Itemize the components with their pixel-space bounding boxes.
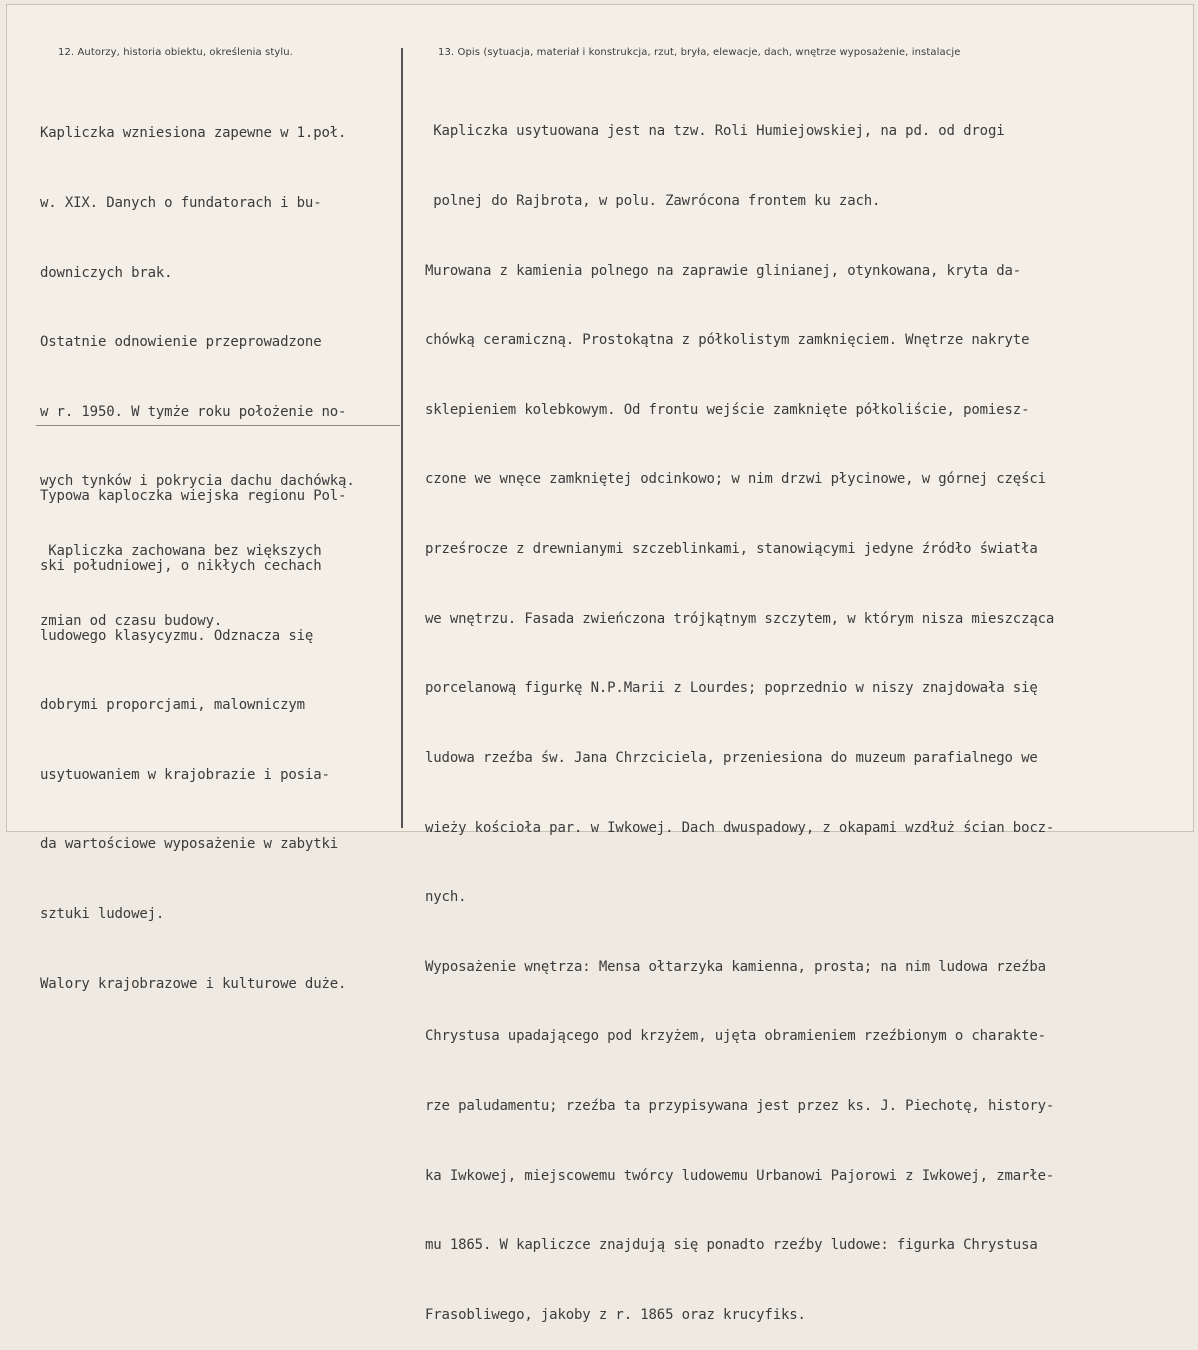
- text-line: ka Iwkowej, miejscowemu twórcy ludowemu Urbanowi Pajorowi z Iwkowej, zmarłe-: [425, 1167, 1055, 1184]
- text-line: ludowa rzeźba św. Jana Chrzciciela, przeniesiona do muzeum parafialnego we: [425, 749, 1038, 766]
- text-line: ski południowej, o nikłych cechach: [40, 558, 322, 575]
- text-line: zmian od czasu budowy.: [40, 612, 223, 629]
- evaluation-text: [40, 439, 346, 1019]
- text-line: dobrymi proporcjami, malowniczym: [40, 697, 305, 714]
- text-line: ludowego klasycyzmu. Odznacza się: [40, 627, 314, 644]
- text-line: usytuowaniem w krajobrazie i posia-: [40, 766, 330, 783]
- section-13-text: [425, 74, 1054, 1350]
- text-line: w. XIX. Danych o fundatorach i bu-: [40, 195, 322, 212]
- text-line: chówką ceramiczną. Prostokątna z półkolistym zamknięciem. Wnętrze nakryte: [425, 332, 1030, 349]
- column-divider: [401, 48, 403, 828]
- text-line: sklepieniem kolebkowym. Od frontu wejście zamknięte półkoliście, pomiesz-: [425, 401, 1030, 418]
- text-line: Kapliczka usytuowana jest na tzw. Roli Humiejowskiej, na pd. od drogi: [425, 123, 1005, 140]
- text-line: we wnętrzu. Fasada zwieńczona trójkątnym szczytem, w którym nisza mieszcząca: [425, 610, 1055, 627]
- text-line: Frasobliwego, jakoby z r. 1865 oraz krucyfiks.: [425, 1306, 806, 1323]
- section-13-header: 13. Opis (sytuacja, materiał i konstrukcja, rzut, bryła, elewacje, dach, wnętrze wyposażenie, instalacje: [438, 47, 961, 58]
- text-line: da wartościowe wyposażenie w zabytki: [40, 836, 339, 853]
- text-line: polnej do Rajbrota, w polu. Zawrócona frontem ku zach.: [425, 193, 881, 210]
- text-line: Typowa kaploczka wiejska regionu Pol-: [40, 488, 347, 505]
- text-line: w r. 1950. W tymże roku położenie no-: [40, 403, 347, 420]
- text-line: Wyposażenie wnętrza: Mensa ołtarzyka kamienna, prosta; na nim ludowa rzeźba: [425, 958, 1046, 975]
- text-line: porcelanową figurkę N.P.Marii z Lourdes; poprzednio w niszy znajdowała się: [425, 680, 1038, 697]
- text-line: Murowana z kamienia polnego na zaprawie glinianej, otynkowana, kryta da-: [425, 262, 1022, 279]
- text-line: sztuki ludowej.: [40, 906, 165, 923]
- text-line: mu 1865. W kapliczce znajdują się ponadto rzeźby ludowe: figurka Chrystusa: [425, 1237, 1038, 1254]
- text-line: rze paludamentu; rzeźba ta przypisywana jest przez ks. J. Piechotę, history-: [425, 1097, 1055, 1114]
- text-line: nych.: [425, 889, 467, 906]
- text-line: Ostatnie odnowienie przeprowadzone: [40, 334, 322, 351]
- text-line: downiczych brak.: [40, 264, 173, 281]
- text-line: wych tynków i pokrycia dachu dachówką.: [40, 473, 355, 490]
- text-line: Kapliczka wzniesiona zapewne w 1.poł.: [40, 125, 347, 142]
- text-line: Kapliczka zachowana bez większych: [40, 543, 322, 560]
- section-12-header: 12. Autorzy, historia obiektu, określenia stylu.: [58, 47, 293, 58]
- text-line: Walory krajobrazowe i kulturowe duże.: [40, 975, 347, 992]
- text-line: prześrocze z drewnianymi szczeblinkami, stanowiącymi jedyne źródło światła: [425, 541, 1038, 558]
- text-line: czone we wnęce zamkniętej odcinkowo; w nim drzwi płycinowe, w górnej części: [425, 471, 1046, 488]
- text-line: wieży kościoła par. w Iwkowej. Dach dwuspadowy, z okapami wzdłuż ścian bocz-: [425, 819, 1055, 836]
- text-line: Chrystusa upadającego pod krzyżem, ujęta obramieniem rzeźbionym o charakte-: [425, 1028, 1046, 1045]
